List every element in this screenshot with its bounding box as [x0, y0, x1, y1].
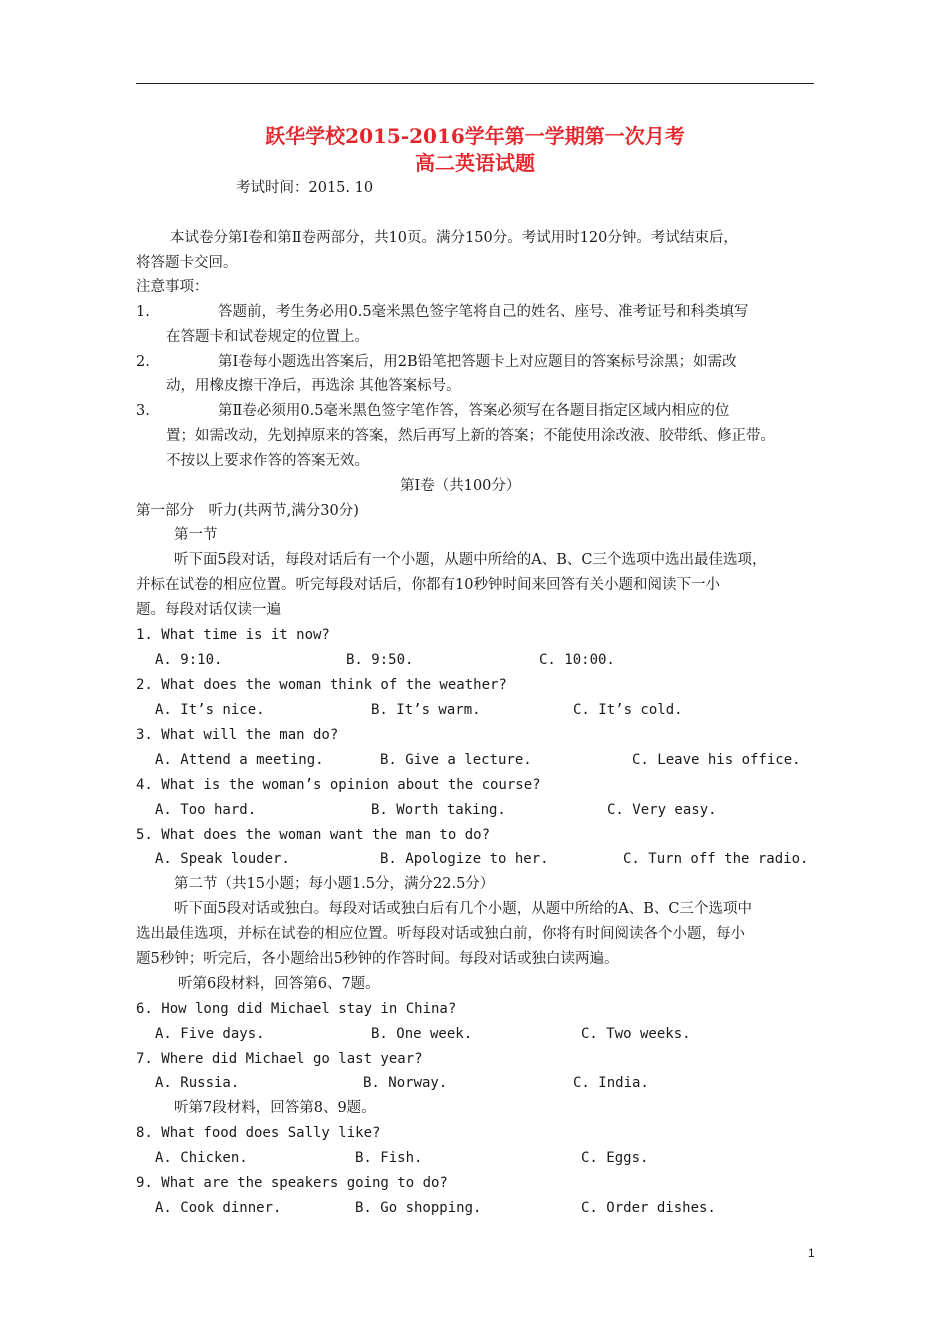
- exam-title: 跃华学校2015-2016学年第一学期第一次月考: [265, 124, 685, 148]
- q4-option-b: B. Worth taking.: [371, 802, 506, 818]
- q3-option-c: C. Leave his office.: [632, 752, 801, 768]
- notice-3-line-3: 不按以上要求作答的答案无效。: [166, 453, 369, 469]
- q8-option-c: C. Eggs.: [581, 1150, 649, 1166]
- notice-title: 注意事项：: [136, 279, 209, 295]
- question-8: 8. What food does Sally like?: [136, 1125, 381, 1141]
- q3-option-a: A. Attend a meeting.: [155, 752, 324, 768]
- q1-option-b: B. 9:50.: [346, 652, 414, 668]
- notice-3-line-1: 第Ⅱ卷必须用0.5毫米黑色签字笔作答，答案必须写在各题目指定区域内相应的位: [218, 403, 730, 419]
- question-7: 7. Where did Michael go last year?: [136, 1051, 423, 1067]
- section-1-line-3: 题。每段对话仅读一遍: [136, 602, 281, 618]
- q8-option-a: A. Chicken.: [155, 1150, 248, 1166]
- notice-2-number: 2.: [136, 354, 150, 370]
- material-6-instruction: 听第6段材料，回答第6、7题。: [178, 976, 380, 992]
- question-1: 1. What time is it now?: [136, 627, 330, 643]
- q8-option-b: B. Fish.: [355, 1150, 423, 1166]
- q9-option-b: B. Go shopping.: [355, 1200, 482, 1216]
- q4-option-a: A. Too hard.: [155, 802, 257, 818]
- section-2-line-2: 选出最佳选项，并标在试卷的相应位置。听每段对话或独白前，你将有时间阅读各个小题，每小: [136, 926, 745, 942]
- q4-option-c: C. Very easy.: [607, 802, 717, 818]
- q6-option-c: C. Two weeks.: [581, 1026, 691, 1042]
- q5-option-b: B. Apologize to her.: [380, 851, 549, 867]
- notice-3-number: 3.: [136, 403, 150, 419]
- header-rule: [136, 83, 814, 84]
- q7-option-b: B. Norway.: [363, 1075, 448, 1091]
- notice-1-line-2: 在答题卡和试卷规定的位置上。: [166, 329, 369, 345]
- section-2-line-1: 听下面5段对话或独白。每段对话或独白后有几个小题，从题中所给的A、B、C三个选项中: [174, 901, 752, 917]
- page-number: 1: [808, 1246, 815, 1260]
- q7-option-a: A. Russia.: [155, 1075, 240, 1091]
- q6-option-b: B. One week.: [371, 1026, 473, 1042]
- section-1-line-1: 听下面5段对话，每段对话后有一个小题，从题中所给的A、B、C三个选项中选出最佳选项，: [174, 552, 767, 568]
- question-6: 6. How long did Michael stay in China?: [136, 1001, 457, 1017]
- question-4: 4. What is the woman’s opinion about the course?: [136, 777, 541, 793]
- section-2-title: 第二节（共15小题；每小题1.5分，满分22.5分）: [174, 876, 495, 892]
- q3-option-b: B. Give a lecture.: [380, 752, 532, 768]
- q7-option-c: C. India.: [573, 1075, 649, 1091]
- intro-line-1: 本试卷分第Ⅰ卷和第Ⅱ卷两部分，共10页。满分150分。考试用时120分钟。考试结束后，: [170, 230, 738, 246]
- q5-option-a: A. Speak louder.: [155, 851, 290, 867]
- q9-option-c: C. Order dishes.: [581, 1200, 716, 1216]
- exam-time: 考试时间：2015. 10: [236, 180, 374, 196]
- section-1-line-2: 并标在试卷的相应位置。听完每段对话后，你都有10秒钟时间来回答有关小题和阅读下一小: [136, 577, 720, 593]
- q1-option-a: A. 9:10.: [155, 652, 223, 668]
- q2-option-c: C. It’s cold.: [573, 702, 683, 718]
- notice-3-line-2: 置；如需改动，先划掉原来的答案，然后再写上新的答案；不能使用涂改液、胶带纸、修正带。: [166, 428, 775, 444]
- intro-line-2: 将答题卡交回。: [136, 255, 238, 271]
- notice-1-number: 1.: [136, 304, 150, 320]
- volume-1-heading: 第Ⅰ卷（共100分）: [400, 478, 521, 494]
- question-5: 5. What does the woman want the man to do?: [136, 827, 491, 843]
- question-3: 3. What will the man do?: [136, 727, 339, 743]
- q1-option-c: C. 10:00.: [539, 652, 615, 668]
- q9-option-a: A. Cook dinner.: [155, 1200, 282, 1216]
- q2-option-b: B. It’s warm.: [371, 702, 481, 718]
- section-2-line-3: 题5秒钟；听完后，各小题给出5秒钟的作答时间。每段对话或独白读两遍。: [136, 951, 619, 967]
- exam-subtitle: 高二英语试题: [415, 151, 535, 175]
- material-7-instruction: 听第7段材料，回答第8、9题。: [174, 1100, 376, 1116]
- section-1-title: 第一节: [174, 527, 218, 543]
- part-1-heading: 第一部分 听力(共两节,满分30分): [136, 503, 359, 519]
- q5-option-c: C. Turn off the radio.: [623, 851, 809, 867]
- notice-2-line-1: 第Ⅰ卷每小题选出答案后，用2B铅笔把答题卡上对应题目的答案标号涂黑；如需改: [218, 354, 737, 370]
- q6-option-a: A. Five days.: [155, 1026, 265, 1042]
- question-9: 9. What are the speakers going to do?: [136, 1175, 448, 1191]
- q2-option-a: A. It’s nice.: [155, 702, 265, 718]
- notice-2-line-2: 动，用橡皮擦干净后，再选涂 其他答案标号。: [166, 378, 461, 394]
- question-2: 2. What does the woman think of the weather?: [136, 677, 507, 693]
- notice-1-line-1: 答题前，考生务必用0.5毫米黑色签字笔将自己的姓名、座号、准考证号和科类填写: [218, 304, 749, 320]
